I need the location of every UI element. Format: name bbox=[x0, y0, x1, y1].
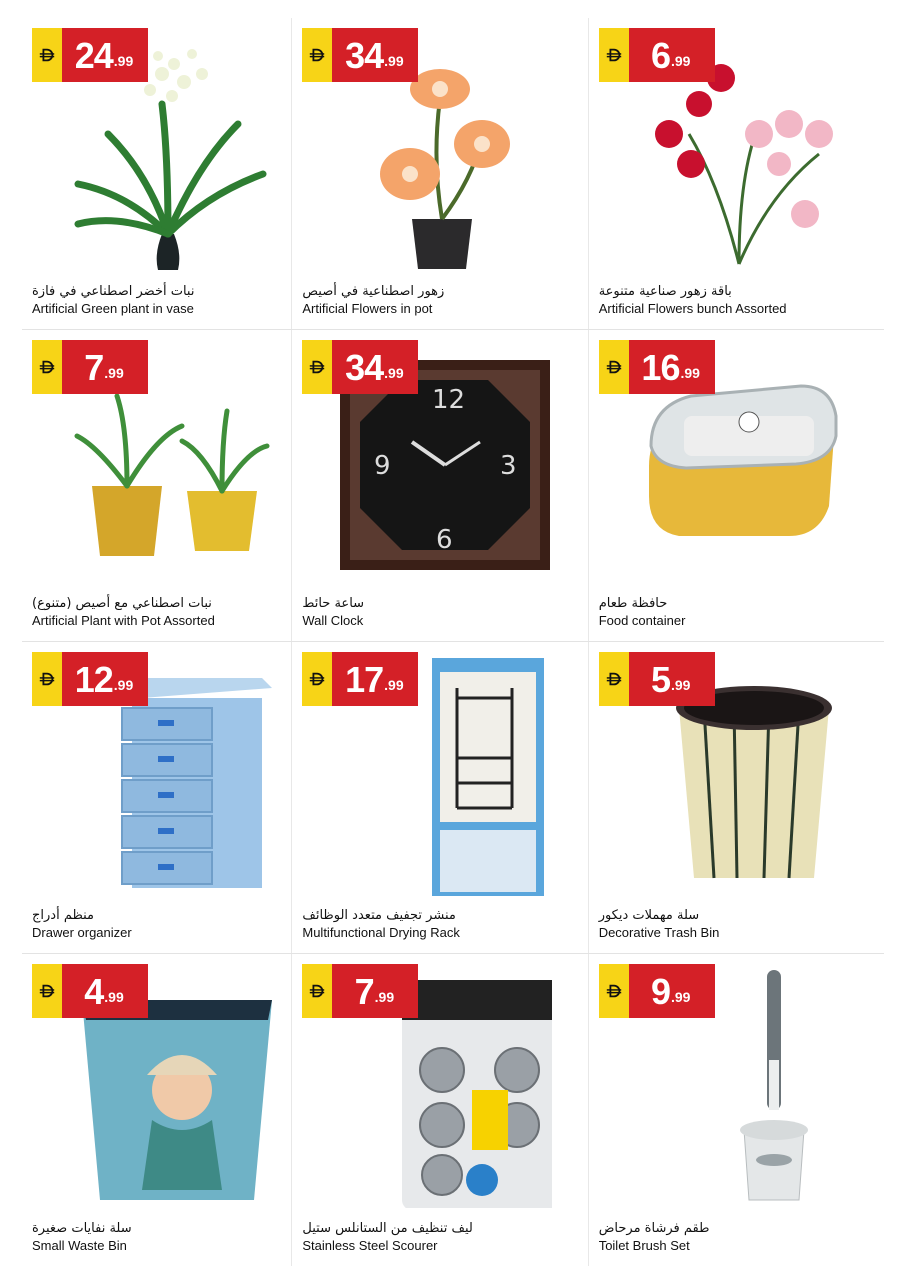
price-decimal: .99 bbox=[113, 53, 134, 69]
product-row bbox=[22, 18, 884, 330]
dirham-icon bbox=[32, 28, 62, 82]
product-name-english: Artificial Flowers bunch Assorted bbox=[598, 301, 787, 316]
product-name-arabic: زهور اصطناعية في أصيص bbox=[302, 284, 445, 299]
product-card[interactable] bbox=[22, 18, 291, 329]
product-name-english: Stainless Steel Scourer bbox=[302, 1238, 438, 1253]
product-row bbox=[22, 954, 884, 1266]
price-decimal: .99 bbox=[113, 677, 134, 693]
product-name-arabic: طقم فرشاة مرحاض bbox=[598, 1221, 710, 1236]
product-card[interactable] bbox=[22, 954, 291, 1266]
product-name-english: Decorative Trash Bin bbox=[598, 925, 720, 940]
price-tag bbox=[599, 652, 715, 706]
price-decimal: .99 bbox=[670, 53, 691, 69]
product-card[interactable] bbox=[588, 642, 884, 953]
dirham-icon bbox=[32, 964, 62, 1018]
price-integer: 7 bbox=[84, 347, 104, 388]
price-tag bbox=[32, 28, 148, 82]
product-card[interactable] bbox=[291, 642, 587, 953]
product-name-arabic: منظم أدراج bbox=[32, 908, 95, 923]
price-integer: 24 bbox=[74, 35, 113, 76]
product-card[interactable] bbox=[588, 330, 884, 641]
dirham-icon bbox=[32, 652, 62, 706]
dirham-icon bbox=[302, 340, 332, 394]
price-tag bbox=[32, 964, 148, 1018]
price-integer: 5 bbox=[650, 659, 670, 700]
dirham-icon bbox=[302, 28, 332, 82]
price-decimal: .99 bbox=[384, 365, 404, 381]
price-tag bbox=[302, 28, 418, 82]
product-card[interactable] bbox=[588, 954, 884, 1266]
price-integer: 16 bbox=[641, 347, 680, 388]
product-row bbox=[22, 642, 884, 954]
product-name-arabic: باقة زهور صناعية متنوعة bbox=[598, 284, 732, 299]
price-decimal: .99 bbox=[670, 677, 691, 693]
price-integer: 12 bbox=[74, 659, 113, 700]
dirham-icon bbox=[599, 28, 629, 82]
svg-text:12: 12 bbox=[432, 385, 466, 415]
product-card[interactable] bbox=[291, 954, 587, 1266]
price-integer: 6 bbox=[650, 35, 670, 76]
dirham-icon bbox=[302, 652, 332, 706]
product-row bbox=[22, 330, 884, 642]
price-integer: 17 bbox=[345, 659, 384, 700]
product-name-english: Artificial Plant with Pot Assorted bbox=[32, 613, 215, 628]
price-tag bbox=[302, 964, 418, 1018]
svg-text:3: 3 bbox=[500, 451, 517, 481]
price-decimal: .99 bbox=[670, 989, 691, 1005]
price-tag bbox=[32, 652, 148, 706]
price-decimal: .99 bbox=[104, 365, 124, 381]
product-name-arabic: حافظة طعام bbox=[598, 596, 668, 611]
price-decimal: .99 bbox=[384, 53, 404, 69]
price-decimal: .99 bbox=[384, 677, 404, 693]
product-name-arabic: سلة مهملات ديكور bbox=[598, 908, 700, 923]
price-tag bbox=[599, 340, 715, 394]
price-tag bbox=[599, 28, 715, 82]
product-name-arabic: نبات اصطناعي مع أصيص (متنوع) bbox=[32, 596, 212, 611]
price-decimal: .99 bbox=[374, 989, 395, 1005]
product-name-arabic: ساعة حائط bbox=[302, 596, 365, 611]
product-card[interactable] bbox=[22, 330, 291, 641]
product-name-english: Wall Clock bbox=[302, 613, 364, 628]
dirham-icon bbox=[599, 340, 629, 394]
product-name-arabic: ليف تنظيف من الستانلس ستيل bbox=[302, 1221, 473, 1236]
product-card[interactable] bbox=[291, 18, 587, 329]
price-tag bbox=[302, 652, 418, 706]
dirham-icon bbox=[32, 340, 62, 394]
dirham-icon bbox=[599, 652, 629, 706]
price-integer: 7 bbox=[354, 971, 374, 1012]
product-name-arabic: منشر تجفيف متعدد الوظائف bbox=[302, 908, 456, 923]
price-tag bbox=[32, 340, 148, 394]
dirham-icon bbox=[599, 964, 629, 1018]
price-tag bbox=[302, 340, 418, 394]
product-name-english: Food container bbox=[598, 613, 686, 628]
product-grid bbox=[22, 18, 884, 1266]
price-integer: 9 bbox=[650, 971, 670, 1012]
svg-text:6: 6 bbox=[436, 525, 453, 555]
product-name-english: Multifunctional Drying Rack bbox=[302, 925, 460, 940]
price-integer: 34 bbox=[345, 347, 384, 388]
product-card[interactable] bbox=[588, 18, 884, 329]
dirham-icon bbox=[302, 964, 332, 1018]
price-decimal: .99 bbox=[104, 989, 124, 1005]
product-name-arabic: نبات أخضر اصطناعي في فازة bbox=[32, 284, 195, 299]
product-name-english: Small Waste Bin bbox=[32, 1238, 127, 1253]
price-decimal: .99 bbox=[680, 365, 700, 381]
product-card[interactable] bbox=[291, 330, 587, 641]
product-name-english: Toilet Brush Set bbox=[598, 1238, 690, 1253]
product-name-english: Drawer organizer bbox=[32, 925, 132, 940]
product-name-arabic: سلة نفايات صغيرة bbox=[32, 1221, 132, 1236]
product-name-english: Artificial Green plant in vase bbox=[32, 301, 194, 316]
product-card[interactable] bbox=[22, 642, 291, 953]
price-integer: 34 bbox=[345, 35, 384, 76]
product-name-english: Artificial Flowers in pot bbox=[302, 301, 433, 316]
price-tag bbox=[599, 964, 715, 1018]
price-integer: 4 bbox=[84, 971, 104, 1012]
svg-text:9: 9 bbox=[374, 451, 391, 481]
